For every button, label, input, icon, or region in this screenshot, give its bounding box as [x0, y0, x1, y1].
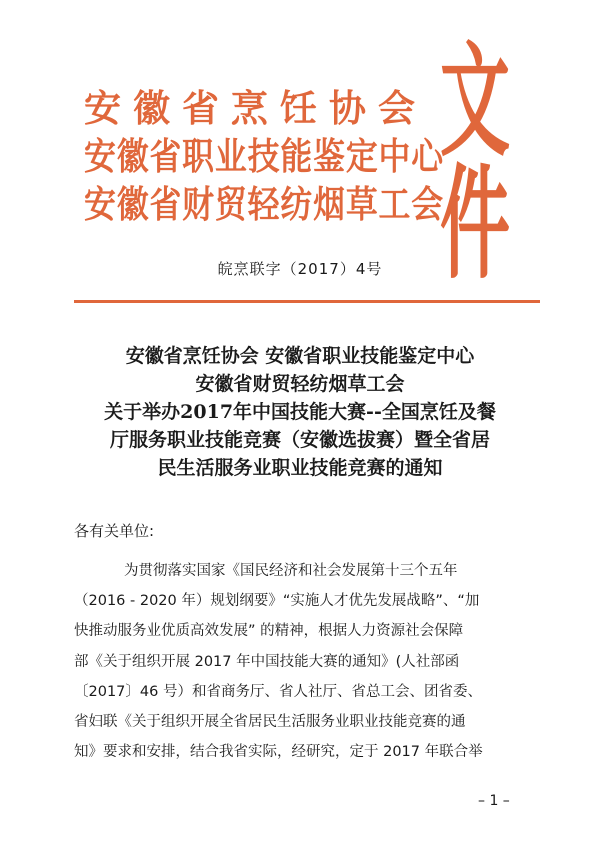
issuing-organizations	[84, 84, 444, 228]
issuer-3: 安徽省财贸轻纺烟草工会	[84, 182, 444, 226]
page-number: – 1 –	[478, 793, 510, 809]
document-mark: 文件	[440, 28, 506, 296]
document-number: 皖烹联字（2017）4号	[217, 260, 383, 278]
body-line: 部《关于组织开展 2017 年中国技能大赛的通知》(人社部函	[74, 653, 460, 670]
body-line: 〔2017〕46 号）和省商务厅、省人社厅、省总工会、团省委、	[74, 683, 482, 700]
title-line: 安徽省烹饪协会 安徽省职业技能鉴定中心	[125, 345, 475, 367]
document-title	[70, 342, 530, 482]
body-line: 快推动服务业优质高效发展” 的精神，根据人力资源社会保障	[74, 623, 464, 640]
title-line: 民生活服务业职业技能竞赛的通知	[157, 457, 443, 479]
issuer-2: 安徽省职业技能鉴定中心	[84, 134, 444, 178]
body-line: 省妇联《关于组织开展全省居民生活服务业职业技能竞赛的通	[74, 713, 466, 730]
title-line: 安徽省财贸轻纺烟草工会	[195, 373, 405, 395]
body-line: 知》要求和安排，结合我省实际，经研究，定于 2017 年联合举	[74, 744, 483, 761]
body-paragraph	[74, 556, 544, 767]
body-line: 为贯彻落实国家《国民经济和社会发展第十三个五年	[124, 563, 458, 579]
title-line: 厅服务职业技能竞赛（安徽选拔赛）暨全省居	[109, 429, 490, 451]
red-header-rule	[74, 300, 540, 303]
issuer-1: 安徽省烹饪协会	[84, 86, 427, 130]
salutation: 各有关单位:	[74, 522, 155, 540]
title-line: 关于举办2017年中国技能大赛--全国烹饪及餐	[104, 401, 496, 423]
body-line: （2016 - 2020 年）规划纲要》“实施人才优先发展战略”、“加	[74, 593, 480, 610]
